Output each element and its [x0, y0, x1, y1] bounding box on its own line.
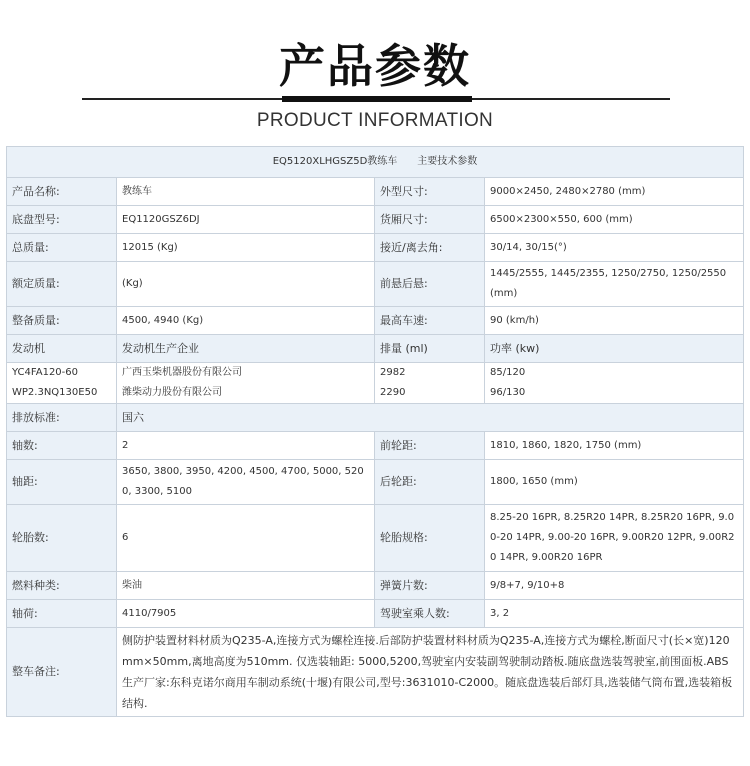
value-product-name: 教练车: [117, 178, 375, 206]
page-subtitle: PRODUCT INFORMATION: [256, 110, 494, 131]
value-rated-mass: (Kg): [117, 262, 375, 307]
engine-makers: [117, 363, 375, 404]
label-cargo-size: 货厢尺寸:: [375, 206, 485, 234]
label-total-mass: 总质量:: [7, 234, 117, 262]
label-engine-maker: 发动机生产企业: [117, 335, 375, 363]
value-cab-occupants: 3, 2: [485, 600, 744, 628]
value-axle-load: 4110/7905: [117, 600, 375, 628]
table-row: [7, 600, 744, 628]
value-front-track: 1810, 1860, 1820, 1750 (mm): [485, 432, 744, 460]
spec-table: [6, 146, 744, 717]
table-row: [7, 404, 744, 432]
table-title-row: [7, 147, 744, 178]
label-fuel-type: 燃料种类:: [7, 572, 117, 600]
engine-displacements: [375, 363, 485, 404]
engine-model: WP2.3NQ130E50: [12, 387, 98, 398]
table-row: [7, 206, 744, 234]
engine-displacement: 2982: [380, 367, 406, 378]
value-max-speed: 90 (km/h): [485, 307, 744, 335]
table-row: [7, 432, 744, 460]
value-rear-track: 1800, 1650 (mm): [485, 460, 744, 505]
label-tire-count: 轮胎数:: [7, 505, 117, 572]
label-rated-mass: 额定质量:: [7, 262, 117, 307]
table-row: [7, 572, 744, 600]
table-row: [7, 307, 744, 335]
value-axle-count: 2: [117, 432, 375, 460]
label-vehicle-notes: 整车备注:: [7, 628, 117, 717]
value-curb-mass: 4500, 4940 (Kg): [117, 307, 375, 335]
label-emission-standard: 排放标准:: [7, 404, 117, 432]
label-chassis-model: 底盘型号:: [7, 206, 117, 234]
table-row: [7, 234, 744, 262]
value-total-mass: 12015 (Kg): [117, 234, 375, 262]
label-max-speed: 最高车速:: [375, 307, 485, 335]
engine-models: [7, 363, 117, 404]
label-tire-spec: 轮胎规格:: [375, 505, 485, 572]
label-axle-load: 轴荷:: [7, 600, 117, 628]
value-emission-standard: 国六: [117, 404, 744, 432]
value-spring-leaves: 9/8+7, 9/10+8: [485, 572, 744, 600]
page-header: [0, 0, 750, 146]
value-approach-departure: 30/14, 30/15(°): [485, 234, 744, 262]
label-dimensions: 外型尺寸:: [375, 178, 485, 206]
label-engine: 发动机: [7, 335, 117, 363]
engine-powers: [485, 363, 744, 404]
value-chassis-model: EQ1120GSZ6DJ: [117, 206, 375, 234]
value-tire-count: 6: [117, 505, 375, 572]
label-rear-track: 后轮距:: [375, 460, 485, 505]
label-wheelbase: 轴距:: [7, 460, 117, 505]
value-wheelbase: 3650, 3800, 3950, 4200, 4500, 4700, 5000, 5200, 3300, 5100: [117, 460, 375, 505]
engine-maker: 广西玉柴机器股份有限公司: [122, 367, 242, 378]
label-spring-leaves: 弹簧片数:: [375, 572, 485, 600]
value-vehicle-notes: 侧防护装置材料材质为Q235-A,连接方式为螺栓连接.后部防护装置材料材质为Q235-A,连接方式为螺栓,断面尺寸(长×宽)120mm×50mm,离地高度为510mm. 仅选装轴距: 5000,5200,驾驶室内安装副驾驶制动踏板.随底盘选装驾驶室,前围面板.ABS生产厂家:东科克诺尔商用车制动系统(十堰)有限公司,型号:3631010-C2000。随底盘选装后部灯具,选装储气筒布置,选装箱板结构.: [117, 628, 744, 717]
table-row: [7, 460, 744, 505]
value-dimensions: 9000×2450, 2480×2780 (mm): [485, 178, 744, 206]
label-approach-departure: 接近/离去角:: [375, 234, 485, 262]
label-cab-occupants: 驾驶室乘人数:: [375, 600, 485, 628]
label-overhang: 前悬后悬:: [375, 262, 485, 307]
table-row: [7, 628, 744, 717]
engine-displacement: 2290: [380, 387, 406, 398]
page-title: 产品参数: [279, 39, 471, 93]
table-title: EQ5120XLHGSZ5D教练车 主要技术参数: [7, 147, 744, 178]
label-displacement: 排量 (ml): [375, 335, 485, 363]
table-row: [7, 335, 744, 363]
value-cargo-size: 6500×2300×550, 600 (mm): [485, 206, 744, 234]
engine-power: 96/130: [490, 387, 526, 398]
table-row: [7, 262, 744, 307]
engine-model: YC4FA120-60: [12, 367, 79, 378]
value-fuel-type: 柴油: [117, 572, 375, 600]
label-power: 功率 (kw): [485, 335, 744, 363]
value-overhang: 1445/2555, 1445/2355, 1250/2750, 1250/2550 (mm): [485, 262, 744, 307]
table-row: [7, 505, 744, 572]
label-product-name: 产品名称:: [7, 178, 117, 206]
engine-power: 85/120: [490, 367, 526, 378]
label-axle-count: 轴数:: [7, 432, 117, 460]
label-curb-mass: 整备质量:: [7, 307, 117, 335]
table-row: [7, 363, 744, 404]
engine-maker: 潍柴动力股份有限公司: [122, 387, 222, 398]
label-front-track: 前轮距:: [375, 432, 485, 460]
value-tire-spec: 8.25-20 16PR, 8.25R20 14PR, 8.25R20 16PR, 9.00-20 14PR, 9.00-20 16PR, 9.00R20 12PR, 9.00R20 14PR, 9.00R20 16PR: [485, 505, 744, 572]
table-row: [7, 178, 744, 206]
title-divider-accent: [282, 96, 472, 102]
